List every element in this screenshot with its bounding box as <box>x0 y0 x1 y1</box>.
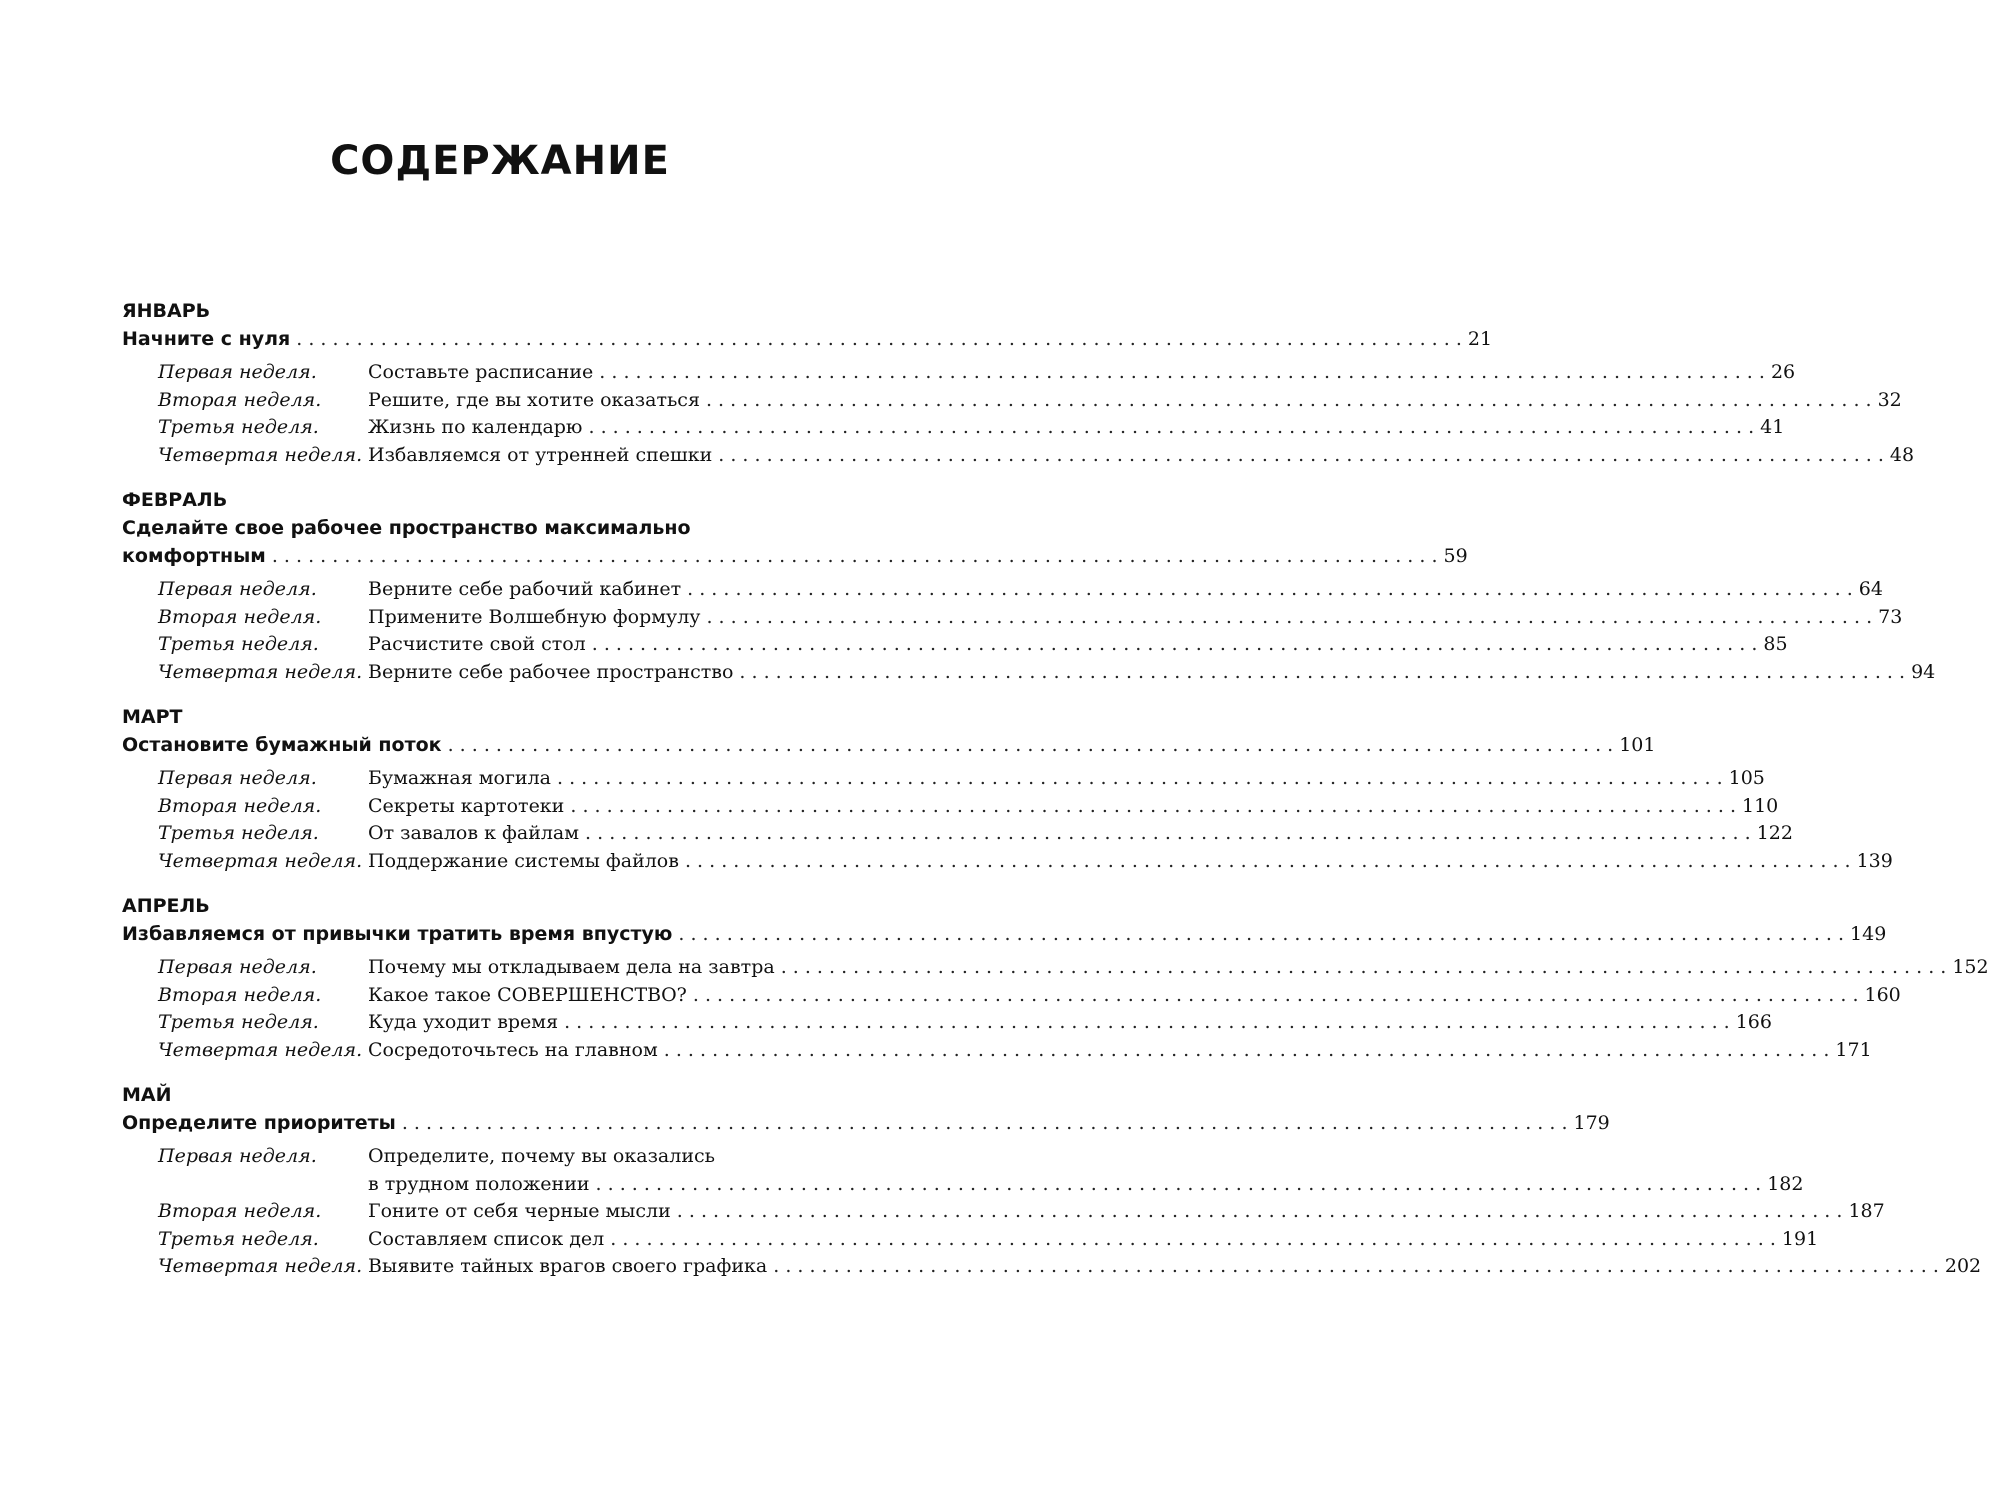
dot-leader <box>706 604 1872 632</box>
week-main-line <box>368 442 1914 470</box>
dot-leader <box>685 848 1851 876</box>
dot-leader <box>739 659 1905 687</box>
week-main-line <box>368 1226 1818 1254</box>
week-entry-body <box>368 765 1765 793</box>
page-number: 59 <box>1443 545 1468 567</box>
page-number: 166 <box>1735 1011 1772 1033</box>
dot-leader <box>718 442 1884 470</box>
week-entry-body <box>368 982 1901 1010</box>
chapter-title: Определите приоритеты <box>122 1112 396 1134</box>
dot-leader <box>402 1109 1568 1137</box>
dot-leader <box>773 1253 1939 1281</box>
week-label: Вторая неделя. <box>158 983 322 1006</box>
week-entry[interactable] <box>122 848 1893 876</box>
week-entry-body <box>368 1198 1885 1226</box>
week-main-line <box>368 1037 1872 1065</box>
week-label: Четвертая неделя. <box>158 1038 363 1061</box>
week-title-line: Определите, почему вы оказались <box>368 1145 715 1167</box>
week-title: Составляем список дел <box>368 1227 605 1250</box>
week-label: Первая неделя. <box>158 767 317 789</box>
week-list <box>122 359 1915 469</box>
chapter-entry[interactable] <box>122 514 1468 570</box>
week-title: Жизнь по календарю <box>368 416 583 438</box>
week-label: Вторая неделя. <box>158 388 322 411</box>
week-label: Первая неделя. <box>158 956 317 978</box>
week-label: Четвертая неделя. <box>158 1255 363 1277</box>
dot-leader <box>693 982 1859 1010</box>
chapter-entry[interactable] <box>122 325 1493 353</box>
week-main-line <box>368 820 1793 848</box>
week-main-line <box>368 1171 1803 1199</box>
chapter-main-line <box>122 920 1887 948</box>
chapter-main-line <box>122 1109 1610 1137</box>
dot-leader <box>706 387 1872 415</box>
week-label: Третья неделя. <box>158 822 319 844</box>
page-number: 171 <box>1835 1038 1872 1061</box>
week-title: Выявите тайных врагов своего графика <box>368 1255 768 1277</box>
week-label: Первая неделя. <box>158 361 317 383</box>
page-number: 73 <box>1878 605 1903 628</box>
month-heading: АПРЕЛЬ <box>122 895 210 917</box>
week-entry[interactable] <box>122 1143 1804 1198</box>
week-label: Третья неделя. <box>158 1227 319 1250</box>
month-heading: МАЙ <box>122 1084 172 1106</box>
week-title: Секреты картотеки <box>368 794 565 817</box>
week-main-line <box>368 604 1902 632</box>
week-entry-body <box>368 1037 1872 1065</box>
week-main-line <box>368 982 1901 1010</box>
week-main-line <box>368 387 1902 415</box>
week-list <box>122 1143 1982 1281</box>
week-entry-body <box>368 1143 1803 1198</box>
dot-leader <box>678 920 1844 948</box>
chapter-title-line: Сделайте свое рабочее пространство максимально <box>122 517 691 539</box>
week-label: Вторая неделя. <box>158 794 322 817</box>
week-main-line <box>368 1253 1981 1281</box>
week-entry-body <box>368 387 1902 415</box>
toc-section <box>122 892 1989 1064</box>
page-number: 110 <box>1742 794 1779 817</box>
week-main-line <box>368 954 1989 982</box>
page-number: 182 <box>1767 1172 1804 1195</box>
week-entry[interactable] <box>122 1037 1872 1065</box>
week-main-line <box>368 793 1778 821</box>
page-number: 191 <box>1781 1227 1819 1250</box>
page-number: 105 <box>1728 767 1765 789</box>
page-number: 122 <box>1756 822 1793 844</box>
dot-leader <box>448 731 1614 759</box>
page-number: 41 <box>1760 416 1785 438</box>
week-entry[interactable] <box>122 765 1765 793</box>
week-title: Решите, где вы хотите оказаться <box>368 388 700 411</box>
week-main-line <box>368 576 1883 604</box>
week-label: Четвертая неделя. <box>158 660 363 683</box>
dot-leader <box>677 1198 1843 1226</box>
dot-leader <box>592 631 1758 659</box>
week-main-line <box>368 631 1788 659</box>
week-entry[interactable] <box>122 631 1788 659</box>
week-main-line <box>368 848 1893 876</box>
month-heading: ФЕВРАЛЬ <box>122 489 228 511</box>
week-title: Примените Волшебную формулу <box>368 605 701 628</box>
week-label: Третья неделя. <box>158 1011 319 1033</box>
week-entry-body <box>368 848 1893 876</box>
week-entry[interactable] <box>122 954 1989 982</box>
week-title: Почему мы откладываем дела на завтра <box>368 956 775 978</box>
week-label: Третья неделя. <box>158 416 319 438</box>
week-main-line <box>368 414 1784 442</box>
week-entry-body <box>368 659 1935 687</box>
week-entry-body <box>368 576 1883 604</box>
week-entry-body <box>368 820 1793 848</box>
week-title: Верните себе рабочий кабинет <box>368 578 682 600</box>
dot-leader <box>564 1009 1730 1037</box>
chapter-main-line <box>122 731 1656 759</box>
week-main-line <box>368 659 1935 687</box>
page-number: 64 <box>1858 578 1883 600</box>
month-heading: МАРТ <box>122 706 183 728</box>
week-entry[interactable] <box>122 1253 1982 1281</box>
dot-leader <box>596 1171 1762 1199</box>
toc-section <box>122 1081 1982 1281</box>
page-number: 152 <box>1952 956 1989 978</box>
week-entry[interactable] <box>122 604 1903 632</box>
week-entry[interactable] <box>122 387 1902 415</box>
table-of-contents <box>122 297 1989 1298</box>
page-number: 187 <box>1848 1200 1885 1222</box>
week-entry[interactable] <box>122 1226 1819 1254</box>
week-entry[interactable] <box>122 1009 1772 1037</box>
week-title: Составьте расписание <box>368 361 594 383</box>
week-entry-body <box>368 414 1784 442</box>
week-title: Гоните от себя черные мысли <box>368 1200 671 1222</box>
week-entry[interactable] <box>122 820 1793 848</box>
week-entry[interactable] <box>122 793 1779 821</box>
week-entry-body <box>368 1226 1818 1254</box>
chapter-main-line <box>122 542 1468 570</box>
week-entry-body <box>368 793 1778 821</box>
week-main-line <box>368 1198 1885 1226</box>
dot-leader <box>570 793 1736 821</box>
month-heading: ЯНВАРЬ <box>122 300 211 322</box>
chapter-title: Начните с нуля <box>122 328 291 350</box>
week-title: Расчистите свой стол <box>368 633 586 655</box>
chapter-title: Избавляемся от привычки тратить время впустую <box>122 923 673 945</box>
chapter-main-line <box>122 325 1493 353</box>
week-entry[interactable] <box>122 442 1915 470</box>
week-entry[interactable] <box>122 659 1936 687</box>
week-entry-body <box>368 954 1989 982</box>
page-title: СОДЕРЖАНИЕ <box>330 138 670 184</box>
week-entry[interactable] <box>122 576 1883 604</box>
week-label: Первая неделя. <box>158 578 317 600</box>
week-label: Вторая неделя. <box>158 605 322 628</box>
week-list <box>122 765 1893 875</box>
chapter-title: комфортным <box>122 545 266 567</box>
week-list <box>122 576 1936 686</box>
page-number: 32 <box>1877 388 1902 411</box>
week-entry-body <box>368 442 1914 470</box>
week-entry-body <box>368 1253 1981 1281</box>
week-entry[interactable] <box>122 1198 1885 1226</box>
week-title: Верните себе рабочее пространство <box>368 660 734 683</box>
chapter-title: Остановите бумажный поток <box>122 734 442 756</box>
page-number: 26 <box>1770 361 1796 383</box>
page-number: 139 <box>1856 849 1893 872</box>
week-title: Поддержание системы файлов <box>368 849 679 872</box>
week-title: Избавляемся от утренней спешки <box>368 443 713 466</box>
chapter-entry[interactable] <box>122 920 1887 948</box>
week-title: Какое такое СОВЕРШЕНСТВО? <box>368 983 687 1006</box>
week-title: в трудном положении <box>368 1172 590 1195</box>
toc-section <box>122 486 1936 686</box>
week-label: Вторая неделя. <box>158 1200 322 1222</box>
week-title: Куда уходит время <box>368 1011 559 1033</box>
week-main-line <box>368 359 1795 387</box>
page-number: 160 <box>1864 983 1901 1006</box>
dot-leader <box>664 1037 1830 1065</box>
page-number: 21 <box>1467 328 1493 350</box>
week-entry[interactable] <box>122 982 1901 1010</box>
week-entry[interactable] <box>122 414 1785 442</box>
week-main-line <box>368 1009 1772 1037</box>
toc-section <box>122 703 1893 875</box>
toc-section <box>122 297 1915 469</box>
week-title: Бумажная могила <box>368 767 551 789</box>
dot-leader <box>599 359 1765 387</box>
week-main-line <box>368 765 1765 793</box>
week-entry-body <box>368 631 1788 659</box>
page-number: 101 <box>1619 734 1656 756</box>
page-number: 149 <box>1850 923 1887 945</box>
dot-leader <box>687 576 1853 604</box>
page-number: 85 <box>1763 633 1788 655</box>
week-title: Сосредоточьтесь на главном <box>368 1038 658 1061</box>
week-label: Четвертая неделя. <box>158 849 363 872</box>
week-list <box>122 954 1989 1064</box>
dot-leader <box>588 414 1754 442</box>
dot-leader <box>781 954 1947 982</box>
dot-leader <box>272 542 1438 570</box>
week-entry-body <box>368 1009 1772 1037</box>
week-title: От завалов к файлам <box>368 822 580 844</box>
page-number: 179 <box>1573 1112 1610 1134</box>
dot-leader <box>585 820 1751 848</box>
page-number: 48 <box>1889 443 1915 466</box>
week-entry-body <box>368 359 1795 387</box>
week-label: Третья неделя. <box>158 633 319 655</box>
chapter-entry[interactable] <box>122 731 1656 759</box>
week-entry[interactable] <box>122 359 1796 387</box>
week-label: Первая неделя. <box>158 1145 317 1167</box>
dot-leader <box>557 765 1723 793</box>
chapter-entry[interactable] <box>122 1109 1610 1137</box>
week-label: Четвертая неделя. <box>158 443 363 466</box>
dot-leader <box>296 325 1462 353</box>
week-entry-body <box>368 604 1902 632</box>
page-number: 94 <box>1911 660 1936 683</box>
page-number: 202 <box>1944 1255 1982 1277</box>
dot-leader <box>610 1226 1776 1254</box>
